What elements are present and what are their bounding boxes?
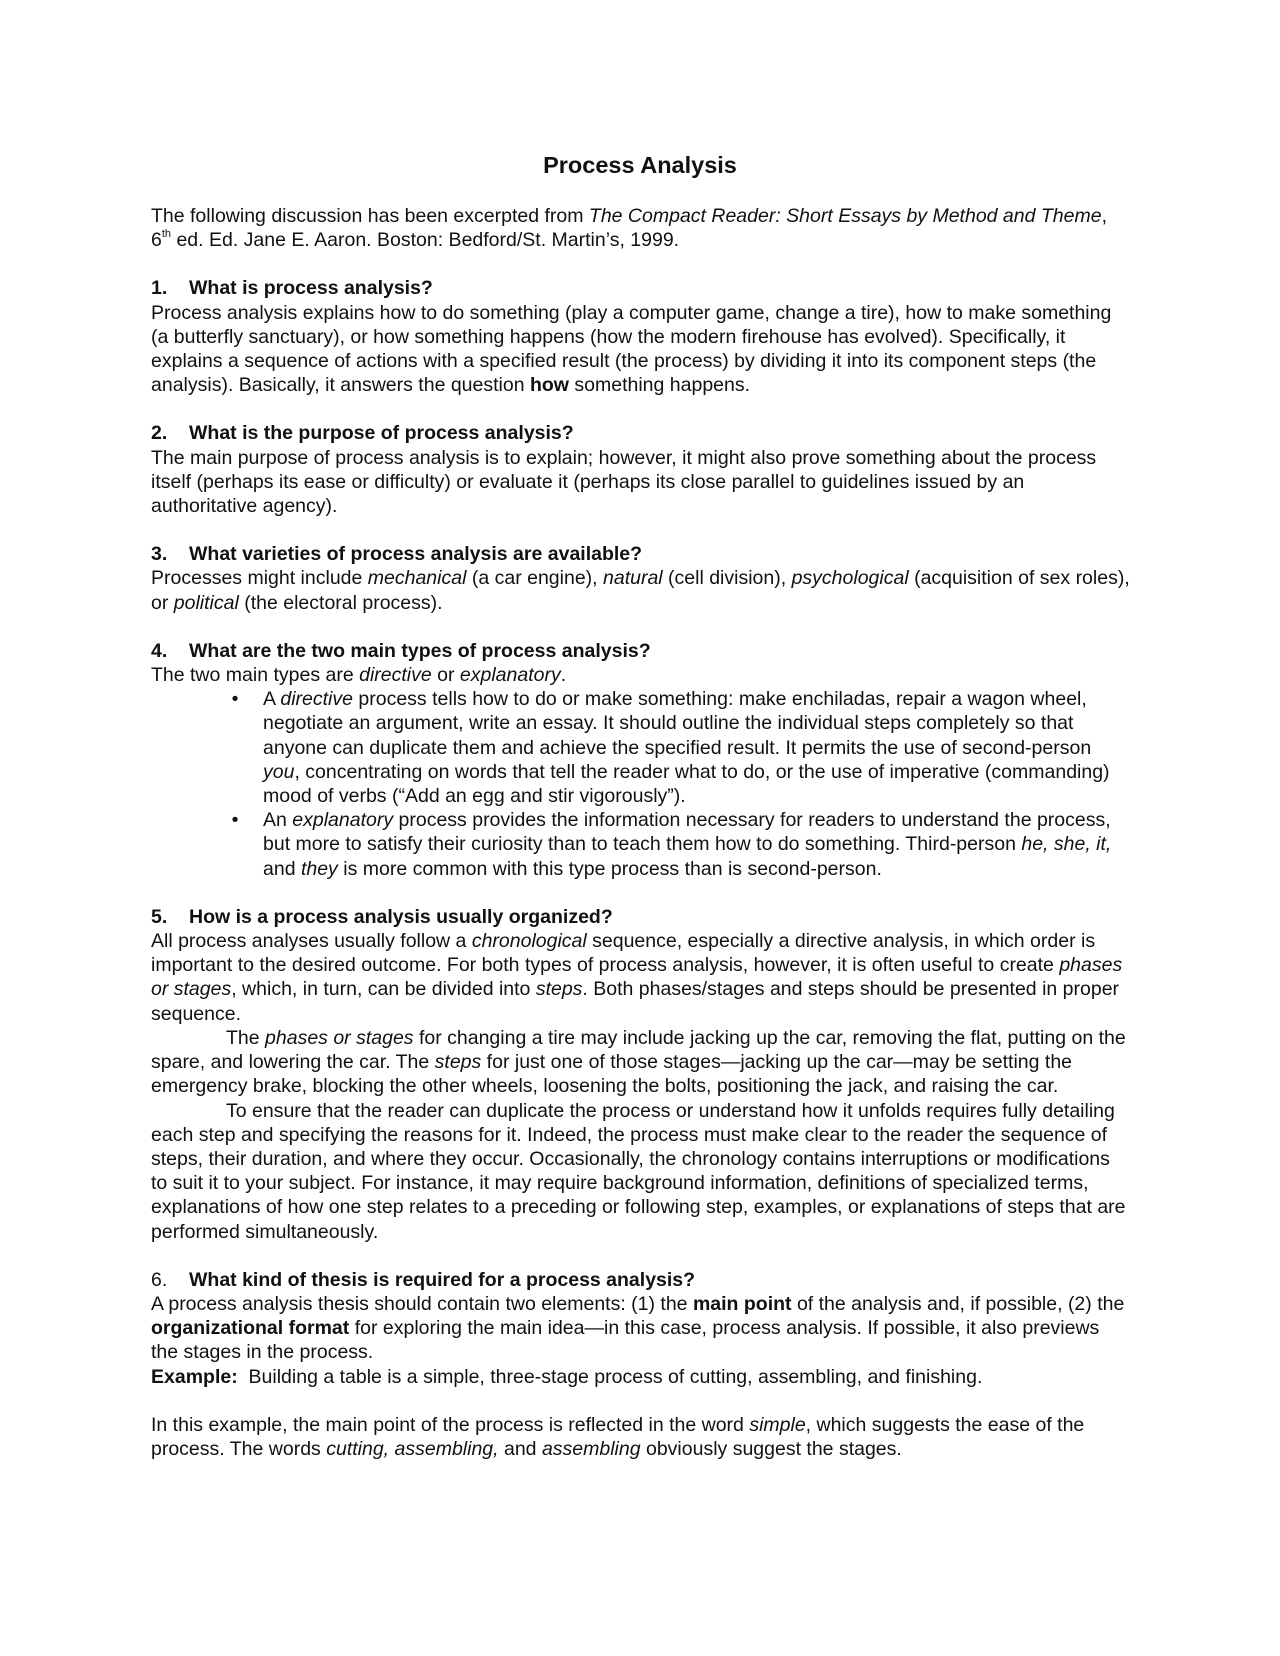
italic-term: explanatory <box>459 664 561 687</box>
italic-term: mechanical <box>367 567 467 590</box>
body-text: (a car engine), <box>466 567 603 590</box>
spacer <box>151 1244 1131 1268</box>
intro-text: , 6 <box>151 205 1107 252</box>
body-text: A process analysis thesis should contain two elements: (1) the <box>151 1292 693 1315</box>
intro-text: ed. Ed. Jane E. Aaron. Boston: Bedford/St. Martin’s, 1999. <box>171 229 680 252</box>
italic-term: steps <box>535 978 583 1001</box>
body-text: for exploring the main idea—in this case, process analysis. If possible, it also previews the stages in the process. <box>151 1317 1100 1364</box>
heading-text: What is process analysis? <box>189 277 433 300</box>
italic-term: political <box>173 591 239 614</box>
document-body <box>151 204 1131 1461</box>
body-text: (acquisition of sex roles), or <box>151 567 1130 614</box>
spacer <box>151 615 1131 639</box>
body-text: and <box>263 857 301 880</box>
italic-term: psychological <box>791 567 909 590</box>
section-5-paragraph-2 <box>151 1026 1131 1099</box>
spacer <box>151 518 1131 542</box>
body-text: sequence, especially a directive analysis, in which order is important to the desired outcome. For both types of process analysis, however, it is often useful to create <box>151 930 1096 977</box>
section-5-paragraph-1 <box>151 929 1131 1026</box>
section-number: 3. <box>151 543 168 566</box>
body-text: , concentrating on words that tell the reader what to do, or the use of imperative (commanding) mood of verbs (“Add an egg and stir vigorously”). <box>263 760 1110 808</box>
body-text: is more common with this type process than is second-person. <box>337 857 882 880</box>
book-title: The Compact Reader: Short Essays by Method and Theme <box>588 205 1102 227</box>
body-text: and <box>498 1437 542 1460</box>
body-text: A <box>263 688 281 711</box>
section-3-body <box>151 566 1131 614</box>
body-text: for changing a tire may include jacking up the car, removing the flat, putting on the spare, and lowering the car. The <box>151 1026 1126 1074</box>
body-text: Process analysis explains how to do something (play a computer game, change a tire), how to make something (a butterfly sanctuary), or how something happens (how the modern firehouse has evolved). Specifically, it explains a sequence of actions with a specified result (the process) by dividing it into its component steps (the analysis). Basically, it answers the question <box>151 301 1112 397</box>
section-3-heading <box>151 542 1131 566</box>
italic-term: phases or stages <box>265 1026 414 1049</box>
page-title: Process Analysis <box>543 152 737 178</box>
spacer <box>151 397 1131 421</box>
italic-term: you <box>263 760 295 783</box>
body-text: something happens. <box>568 374 751 397</box>
body-text: process tells how to do or make something: make enchiladas, repair a wagon wheel, negotiate an argument, write an essay. It should outline the individual steps completely so that anyone can duplicate them and achieve the specified result. It permits the use of second-person <box>263 688 1092 759</box>
italic-term: cutting, assembling, <box>326 1437 499 1460</box>
section-4-body <box>151 663 1131 687</box>
body-text: obviously suggest the stages. <box>640 1437 902 1460</box>
italic-term: simple <box>749 1413 806 1436</box>
bold-term: main point <box>692 1292 792 1315</box>
body-text: The two main types are <box>151 664 360 687</box>
italic-term: they <box>300 857 338 880</box>
section-6-paragraph-2 <box>151 1413 1131 1461</box>
italic-term: chronological <box>471 930 587 953</box>
spacer <box>151 881 1131 905</box>
spacer <box>151 252 1131 276</box>
italic-term: steps <box>434 1051 482 1074</box>
spacer <box>151 1389 1131 1413</box>
bullet-list <box>151 687 1131 881</box>
bold-term: organizational format <box>151 1317 350 1340</box>
edition-superscript: th <box>161 228 172 241</box>
body-text: of the analysis and, if possible, (2) the <box>791 1292 1125 1315</box>
heading-text: What kind of thesis is required for a process analysis? <box>189 1268 696 1291</box>
section-1-heading <box>151 276 1131 300</box>
section-number: 6. <box>151 1268 168 1291</box>
body-text: The <box>226 1026 266 1049</box>
body-text: An <box>263 809 293 832</box>
section-5-heading <box>151 905 1131 929</box>
section-5-paragraph-3: To ensure that the reader can duplicate the process or understand how it unfolds requires fully detailing each step and specifying the reasons for it. Indeed, the process must make clear to the reader the sequence of steps, their duration, and where they occur. Occasionally, the chronology contains interruptions or modifications to suit it to your subject. For instance, it may require background information, definitions of specialized terms, explanations of how one step relates to a preceding or following step, examples, or explanations of steps that are performed simultaneously. <box>151 1099 1126 1243</box>
body-text: All process analyses usually follow a <box>151 930 472 953</box>
bullet-icon: • <box>231 809 239 832</box>
body-text: process provides the information necessary for readers to understand the process, but more to satisfy their curiosity than to teach them how to do something. Third-person <box>263 809 1111 856</box>
bullet-icon: • <box>231 688 239 711</box>
body-text: , which, in turn, can be divided into <box>231 978 536 1001</box>
heading-text: How is a process analysis usually organized? <box>189 905 613 928</box>
body-text: for just one of those stages—jacking up the car—may be setting the emergency brake, blocking the other wheels, loosening the bolts, positioning the jack, and raising the car. <box>151 1051 1073 1098</box>
section-2-body: The main purpose of process analysis is to explain; however, it might also prove something about the process itself (perhaps its ease or difficulty) or evaluate it (perhaps its close parallel to guidelines issued by an authoritative agency). <box>151 446 1097 518</box>
section-6-heading <box>151 1268 1131 1292</box>
italic-term: assembling <box>541 1437 641 1460</box>
section-number: 1. <box>151 277 168 300</box>
body-text: In this example, the main point of the process is reflected in the word <box>151 1413 750 1436</box>
section-6-paragraph-1 <box>151 1292 1131 1365</box>
example-text: Building a table is a simple, three-stage process of cutting, assembling, and finishing. <box>237 1365 983 1388</box>
section-4-heading <box>151 639 1131 663</box>
section-2-heading <box>151 421 1131 445</box>
italic-term: he, she, it, <box>1021 833 1112 856</box>
heading-text: What is the purpose of process analysis? <box>189 422 574 445</box>
italic-term: directive <box>359 664 432 687</box>
section-number: 4. <box>151 639 168 662</box>
italic-term: explanatory <box>292 809 394 832</box>
body-text: . Both phases/stages and steps should be presented in proper sequence. <box>151 978 1120 1025</box>
bold-term: how <box>529 374 569 397</box>
italic-term: phases or stages <box>151 954 1123 1001</box>
section-number: 2. <box>151 422 168 445</box>
intro-text: The following discussion has been excerpted from <box>151 205 589 227</box>
body-text: or <box>431 664 460 687</box>
heading-text: What varieties of process analysis are available? <box>189 543 643 566</box>
body-text: , which suggests the ease of the process. The words <box>151 1413 1085 1460</box>
example-line <box>151 1365 1131 1389</box>
list-item <box>151 808 1131 881</box>
italic-term: natural <box>603 567 663 590</box>
body-text: (cell division), <box>662 567 792 590</box>
heading-text: What are the two main types of process analysis? <box>189 639 651 662</box>
section-number: 5. <box>151 905 168 928</box>
body-text: . <box>560 664 567 687</box>
body-text: Processes might include <box>151 567 368 590</box>
example-label: Example: <box>151 1365 238 1388</box>
intro-paragraph <box>151 204 1131 252</box>
italic-term: directive <box>280 688 353 711</box>
section-1-body <box>151 301 1131 398</box>
list-item <box>151 687 1131 808</box>
body-text: (the electoral process). <box>238 591 443 614</box>
